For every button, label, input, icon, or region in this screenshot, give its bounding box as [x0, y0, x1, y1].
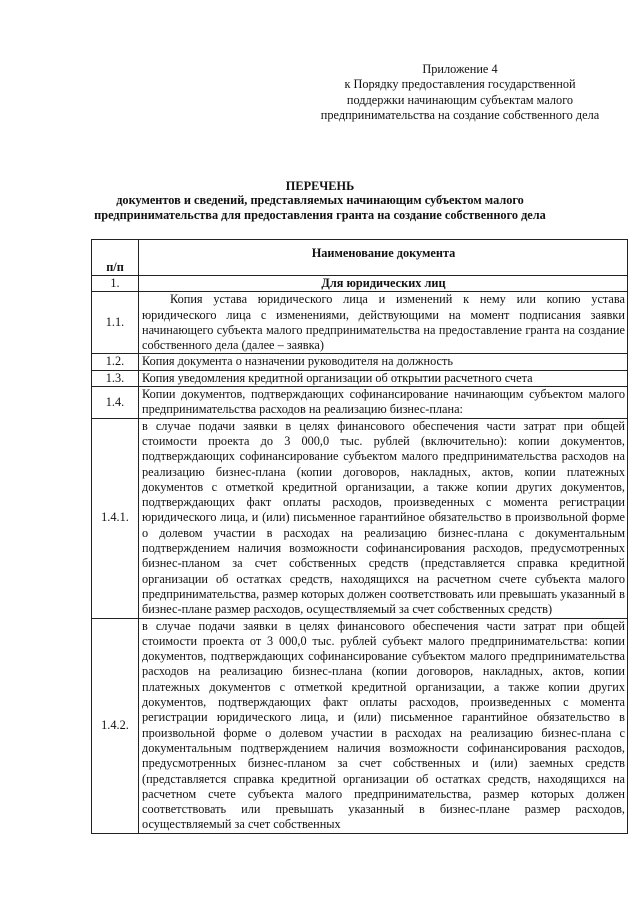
table-row	[92, 292, 628, 354]
subtitle-line: документов и сведений, представляемых начинающим субъектом малого	[116, 193, 524, 207]
appendix-line: Приложение 4	[422, 62, 498, 76]
table-row	[92, 276, 628, 292]
table-row	[92, 387, 628, 419]
header-num: п/п	[92, 240, 139, 276]
document-title: ПЕРЕЧЕНЬ	[285, 179, 355, 193]
table-row	[92, 618, 628, 833]
table-row	[92, 370, 628, 386]
header-name: Наименование документа	[139, 240, 628, 276]
row-text: Копия документа о назначении руководителя на должность	[139, 354, 628, 370]
row-num: 1.4.1.	[92, 418, 139, 618]
document-subtitle	[0, 193, 640, 223]
row-text: Копия устава юридического лица и изменений к нему или копию устава юридического лица с изменениями, действующими на момент подписания заявки начинающего субъекта малого предпринимательства на предоставление гранта на создание собственного дела (далее – заявка)	[139, 292, 628, 354]
row-num: 1.3.	[92, 370, 139, 386]
row-num: 1.1.	[92, 292, 139, 354]
row-text: Копия уведомления кредитной организации об открытии расчетного счета	[139, 370, 628, 386]
table-header-row	[92, 240, 628, 276]
row-text: Копии документов, подтверждающих софинансирование начинающим субъектом малого предпринимательства расходов на реализацию бизнес-плана:	[139, 387, 628, 419]
appendix-line: поддержки начинающим субъектам малого	[346, 92, 574, 107]
row-num: 1.	[92, 276, 139, 292]
row-num: 1.4.	[92, 387, 139, 419]
section-heading: Для юридических лиц	[139, 276, 628, 292]
table-row	[92, 354, 628, 370]
row-text: в случае подачи заявки в целях финансового обеспечения части затрат при общей стоимости проекта до 3 000,0 тыс. рублей (включительно): копии документов, подтверждающих софинансирование субъектом малого предпринимательства расходов на реализацию бизнес-плана (копии договоров, накладных, актов, копии платежных документов с отметкой кредитной организации, а также копии других документов, подтверждающих факт оплаты расходов, произведенных с момента регистрации юридического лица, и (или) письменное гарантийное обязательство в произвольной форме о долевом участии в расходах на реализацию бизнес-плана с документальным подтверждением наличия возможности софинансирования расходов, предусмотренных бизнес-планом за счет собственных средств (представляется справка кредитной организации об остатках средств, находящихся на расчетном счете субъекта малого предпринимательства, размер которых должен соответствовать или превышать указанный в бизнес-плане размер расходов, осуществляемый за счет собственных средств)	[139, 418, 628, 618]
appendix-line: предпринимательства на создание собственного дела	[320, 107, 600, 122]
row-text: в случае подачи заявки в целях финансового обеспечения части затрат при общей стоимости проекта от 3 000,0 тыс. рублей субъект малого предпринимательства: копии документов, подтверждающих софинансирование субъектом малого предпринимательства расходов на реализацию бизнес-плана (копии договоров, накладных, актов, копии платежных документов с отметкой кредитной организации, а также копии других документов, подтверждающих факт оплаты расходов, произведенных с момента регистрации юридического лица, и (или) письменное гарантийное обязательство в произвольной форме о долевом участии в расходах на реализацию бизнес-плана с документальным подтверждением наличия возможности софинансирования расходов, предусмотренных бизнес-планом за счет собственных и (или) заемных средств (представляется справка кредитной организации об остатках средств, находящихся на расчетном счете субъекта малого предпринимательства, размер которых должен соответствовать или превышать указанный в бизнес-плане размер расходов, осуществляемый за счет собственных	[139, 618, 628, 833]
row-num: 1.2.	[92, 354, 139, 370]
appendix-header	[280, 62, 640, 123]
appendix-line: к Порядку предоставления государственной	[344, 77, 576, 92]
documents-table	[91, 239, 628, 834]
subtitle-line: предпринимательства для предоставления гранта на создание собственного дела	[94, 208, 546, 222]
table-row	[92, 418, 628, 618]
row-num: 1.4.2.	[92, 618, 139, 833]
